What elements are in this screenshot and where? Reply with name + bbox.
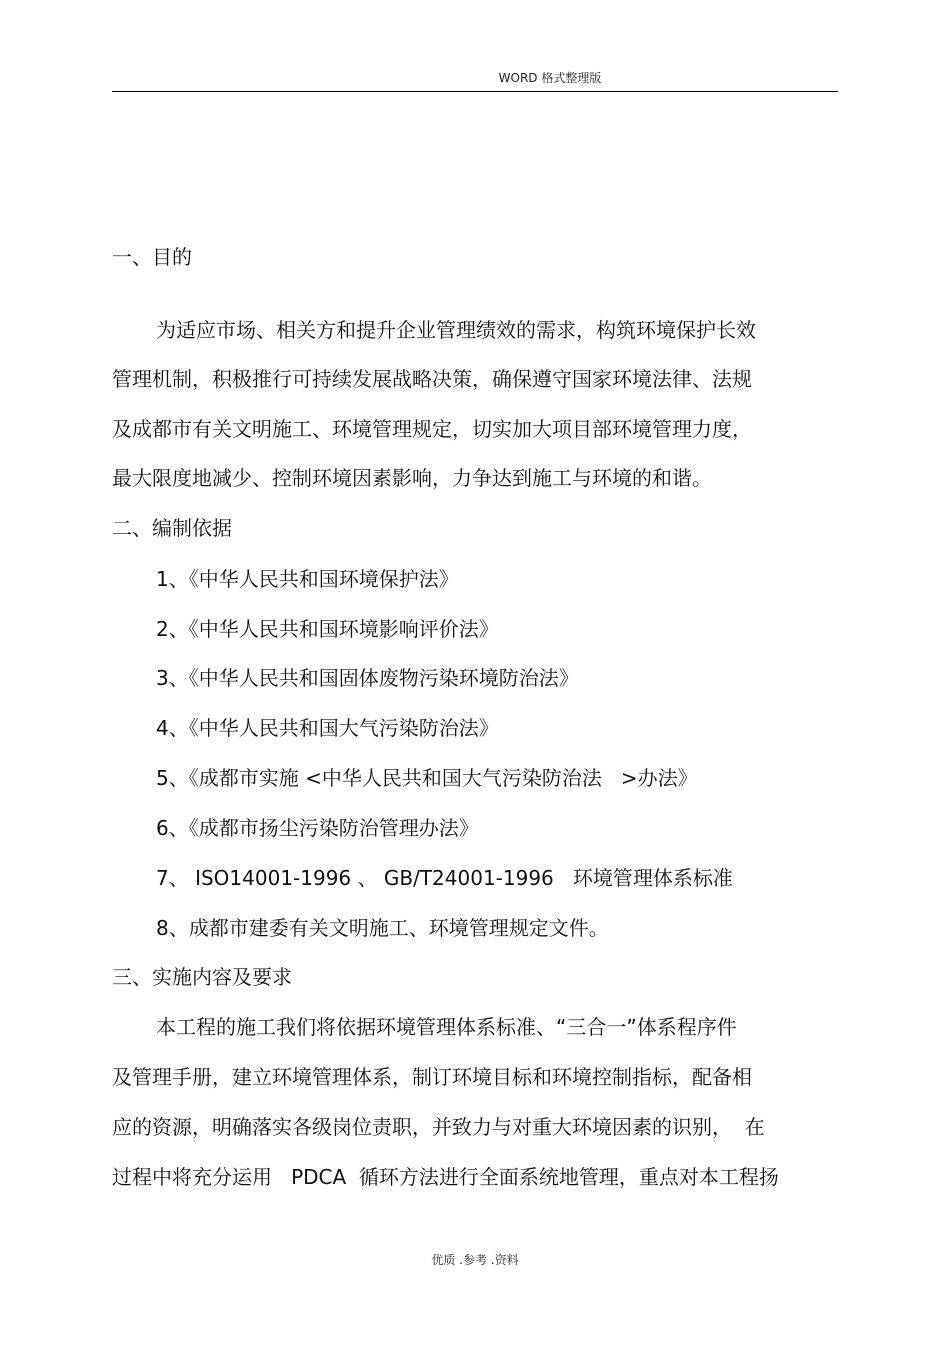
list-item: 8、成都市建委有关文明施工、环境管理规定文件。 <box>156 916 609 940</box>
list-item: 6、《成都市扬尘污染防治管理办法》 <box>156 816 479 840</box>
section-heading-basis: 二、编制依据 <box>112 516 232 540</box>
paragraph-line: 及成都市有关文明施工、环境管理规定，切实加大项目部环境管理力度， <box>112 417 752 441</box>
header-divider <box>112 91 838 92</box>
section-heading-implementation: 三、实施内容及要求 <box>112 965 292 989</box>
list-item: 5、《成都市实施 <中华人民共和国大气污染防治法 >办法》 <box>156 766 698 790</box>
paragraph-line: 最大限度地减少、控制环境因素影响，力争达到施工与环境的和谐。 <box>112 466 712 490</box>
paragraph-line: 本工程的施工我们将依据环境管理体系标准、“三合一”体系程序件 <box>156 1015 737 1039</box>
page-footer: 优质 .参考 .资料 <box>431 1253 519 1267</box>
paragraph-line: 应的资源，明确落实各级岗位责职，并致力与对重大环境因素的识别， 在 <box>112 1115 765 1139</box>
page-header: WORD 格式整理版 <box>498 71 602 85</box>
paragraph-line: 及管理手册，建立环境管理体系，制订环境目标和环境控制指标，配备相 <box>112 1065 752 1089</box>
list-item: 2、《中华人民共和国环境影响评价法》 <box>156 617 499 641</box>
list-item: 1、《中华人民共和国环境保护法》 <box>156 567 459 591</box>
list-item: 3、《中华人民共和国固体废物污染环境防治法》 <box>156 666 579 690</box>
section-heading-purpose: 一、目的 <box>112 245 192 269</box>
list-item: 7、 ISO14001-1996 、 GB/T24001-1996 环境管理体系标准 <box>156 866 733 890</box>
paragraph-line: 管理机制，积极推行可持续发展战略决策，确保遵守国家环境法律、法规 <box>112 367 752 391</box>
paragraph-line: 为适应市场、相关方和提升企业管理绩效的需求，构筑环境保护长效 <box>156 318 756 342</box>
paragraph-line: 过程中将充分运用 PDCA 循环方法进行全面系统地管理，重点对本工程扬 <box>112 1165 779 1189</box>
list-item: 4、《中华人民共和国大气污染防治法》 <box>156 716 499 740</box>
